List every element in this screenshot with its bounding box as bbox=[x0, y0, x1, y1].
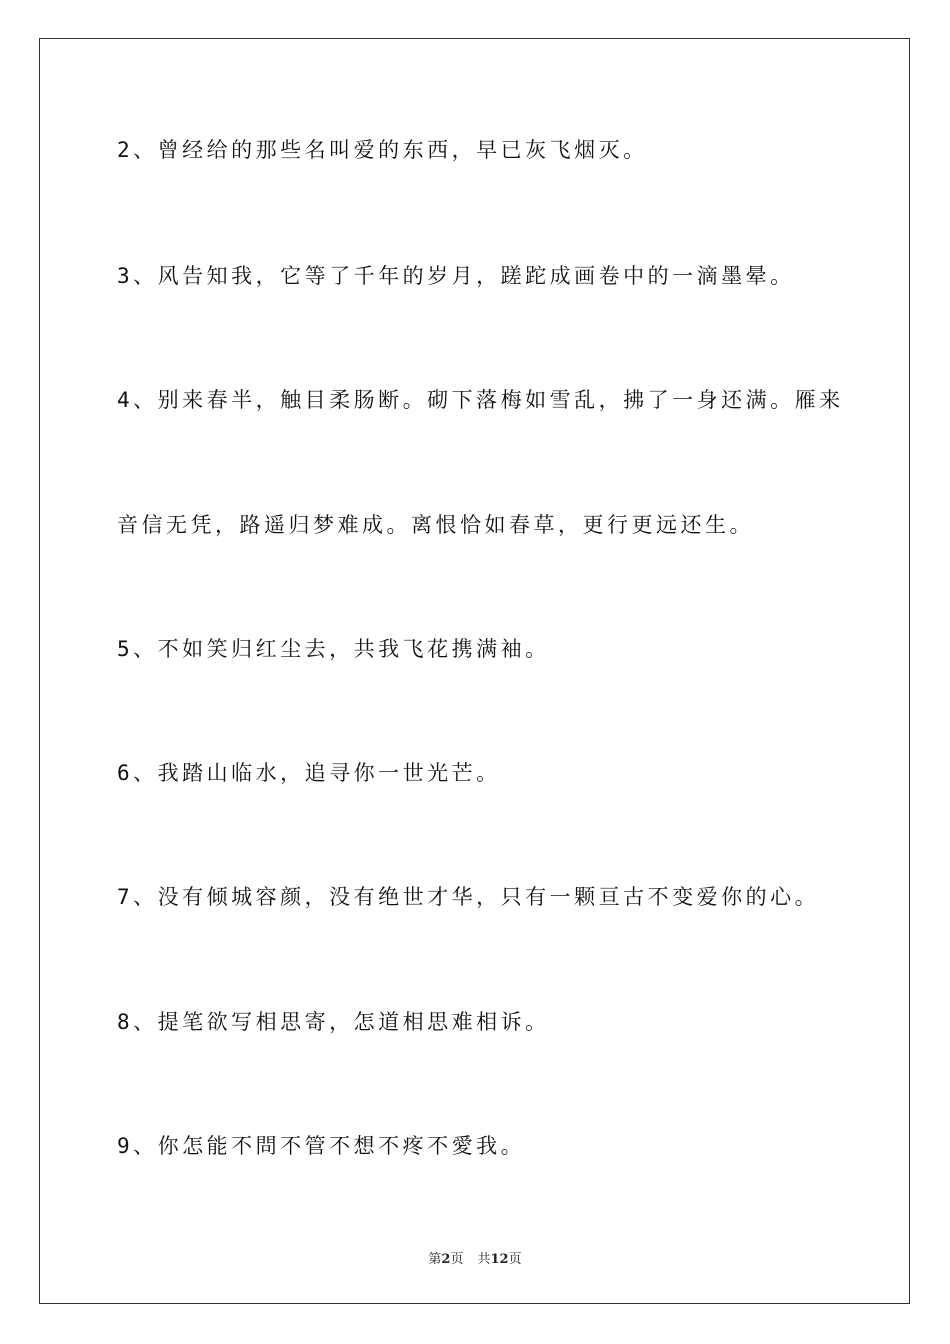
text-line-item-4: 4、别来春半，触目柔肠断。砌下落梅如雪乱，拂了一身还满。雁来 bbox=[117, 388, 844, 412]
text-line-item-3: 3、风告知我，它等了千年的岁月，蹉跎成画卷中的一滴墨晕。 bbox=[117, 264, 795, 288]
page-border bbox=[39, 38, 910, 1304]
total-pages-number: 12 bbox=[490, 1252, 509, 1267]
page-label-prefix: 第 bbox=[428, 1252, 442, 1267]
page-footer bbox=[0, 1248, 950, 1267]
text-line-item-2: 2、曾经给的那些名叫爱的东西，早已灰飞烟灭。 bbox=[117, 138, 648, 162]
text-line-item-4-continued: 音信无凭，路遥归梦难成。离恨恰如春草，更行更远还生。 bbox=[117, 513, 754, 537]
text-line-item-6: 6、我踏山临水，追寻你一世光芒。 bbox=[117, 761, 501, 785]
text-line-item-9: 9、你怎能不問不管不想不疼不愛我。 bbox=[117, 1134, 526, 1158]
total-label-suffix: 页 bbox=[508, 1252, 522, 1267]
total-label-prefix: 共 bbox=[477, 1252, 491, 1267]
current-page-number: 2 bbox=[441, 1252, 451, 1267]
text-line-item-7: 7、没有倾城容颜，没有绝世才华，只有一颗亘古不变爱你的心。 bbox=[117, 885, 820, 909]
text-line-item-8: 8、提笔欲写相思寄，怎道相思难相诉。 bbox=[117, 1010, 550, 1034]
page-label-suffix: 页 bbox=[450, 1252, 464, 1267]
text-line-item-5: 5、不如笑归红尘去，共我飞花携满袖。 bbox=[117, 637, 550, 661]
